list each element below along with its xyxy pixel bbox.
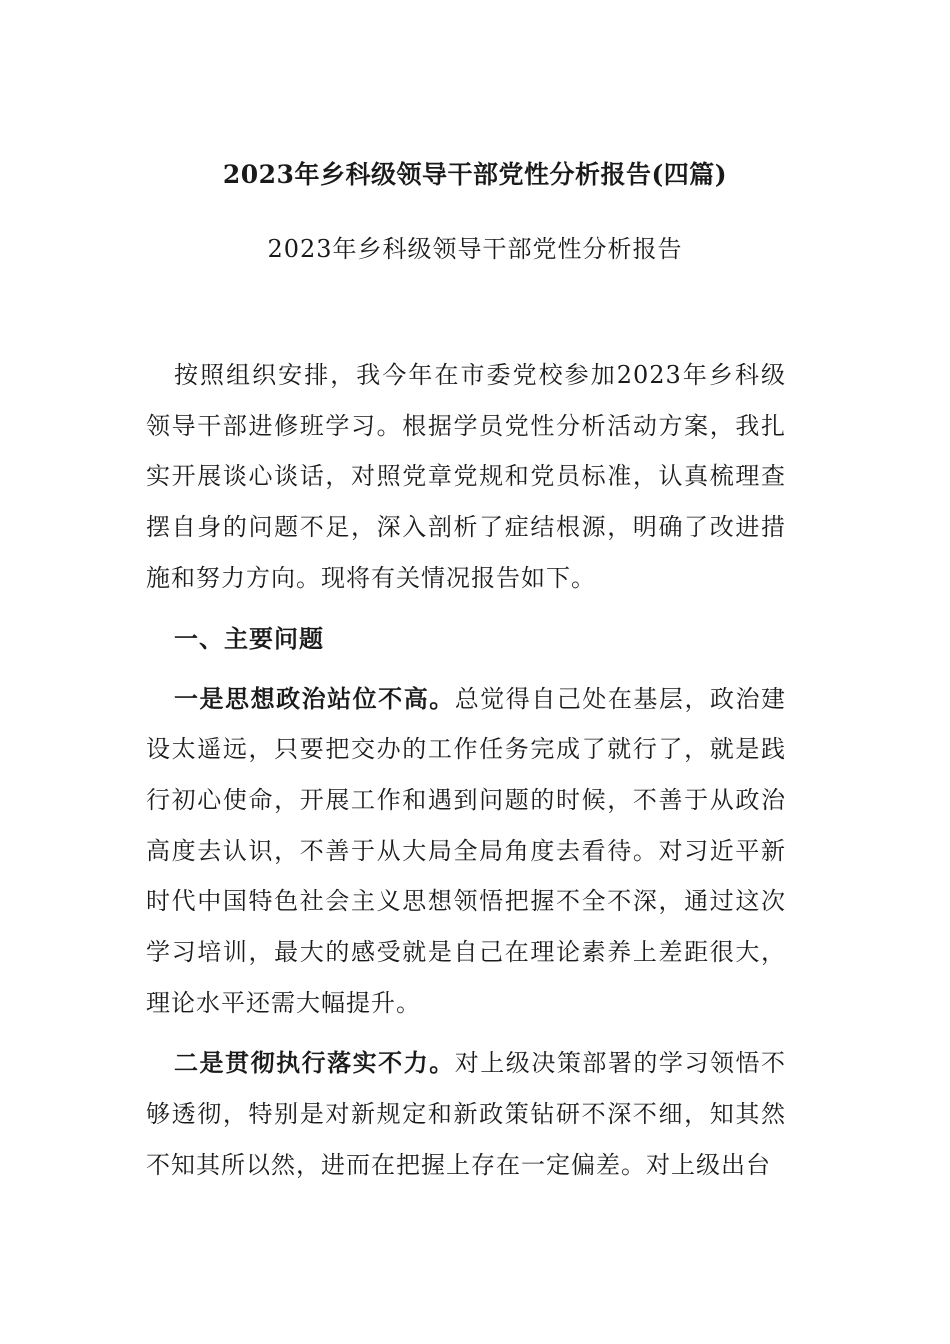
- point-one-text: 总觉得自己处在基层，政治建设太遥远，只要把交办的工作任务完成了就行了，就是践行初心使命，开展工作和遇到问题的时候，不善于从政治高度去认识，不善于从大局全局角度去看待。对习近平新时代中国特色社会主义思想领悟把握不全不深，通过这次学习培训，最大的感受就是自己在理论素养上差距很大，理论水平还需大幅提升。: [146, 684, 787, 1017]
- document-body: [146, 350, 786, 1201]
- point-one-lead: 一是思想政治站位不高。: [174, 683, 455, 713]
- document-title: 2023年乡科级领导干部党性分析报告(四篇): [222, 160, 728, 189]
- section-heading-main-problems: 一、主要问题: [174, 623, 324, 653]
- point-two-lead: 二是贯彻执行落实不力。: [174, 1048, 455, 1078]
- point-one-paragraph: [146, 674, 786, 1029]
- point-two-text: 对上级决策部署的学习领悟不够透彻，特别是对新规定和新政策钻研不深不细，知其然不知其所以然，进而在把握上存在一定偏差。对上级出台: [146, 1049, 787, 1179]
- point-two-paragraph: [146, 1038, 786, 1190]
- document-subtitle: 2023年乡科级领导干部党性分析报告: [267, 235, 683, 263]
- intro-paragraph: 按照组织安排，我今年在市委党校参加2023年乡科级领导干部进修班学习。根据学员党性分析活动方案，我扎实开展谈心谈话，对照党章党规和党员标准，认真梳理查摆自身的问题不足，深入剖析了症结根源，明确了改进措施和努力方向。现将有关情况报告如下。: [146, 361, 786, 592]
